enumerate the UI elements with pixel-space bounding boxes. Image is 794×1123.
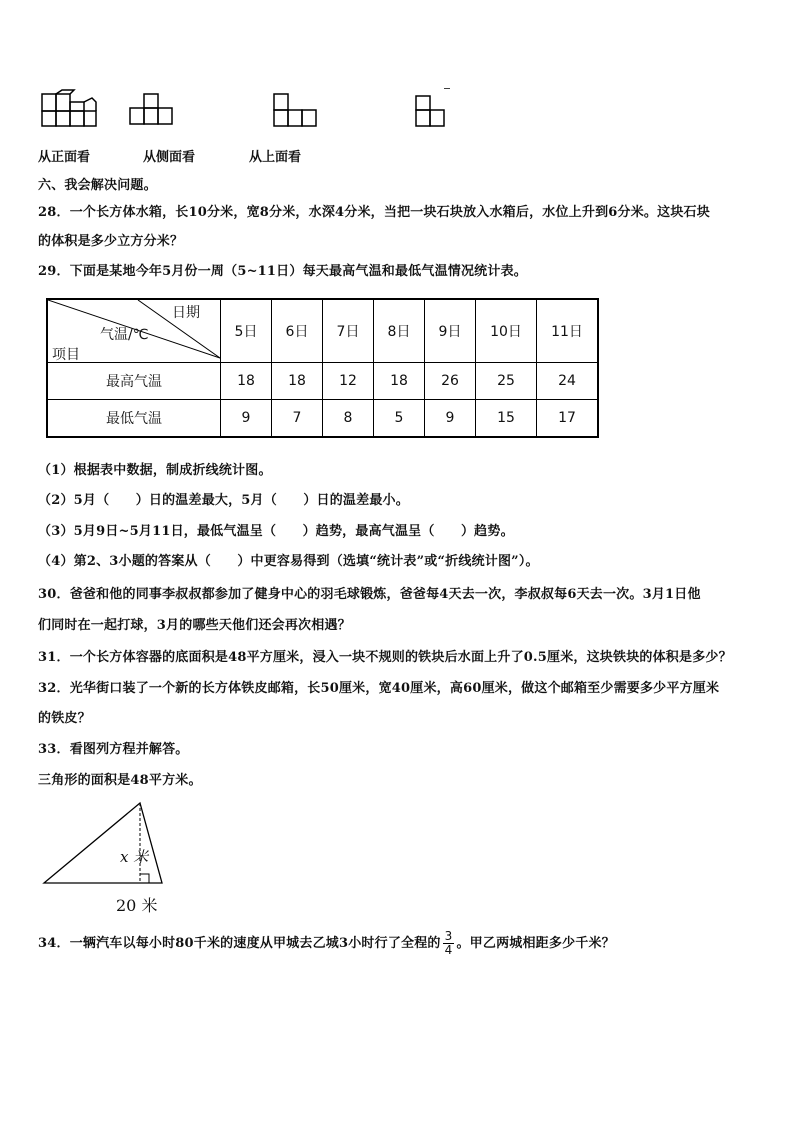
q29-sub2: （2）5月（ ）日的温差最大，5月（ ）日的温差最小。 bbox=[38, 493, 409, 508]
q34-text bbox=[38, 930, 615, 957]
top-view-label: 从上面看 bbox=[249, 150, 302, 165]
q29-sub3: （3）5月9日~5月11日，最低气温呈（ ）趋势，最高气温呈（ ）趋势。 bbox=[38, 524, 514, 539]
q30-line1: 30．爸爸和他的同事李叔叔都参加了健身中心的羽毛球锻炼，爸爸每4天去一次，李叔叔每6天去一次。3月1日他 bbox=[38, 587, 701, 602]
table-cell: 9 bbox=[221, 400, 272, 438]
table-row bbox=[47, 363, 598, 400]
q34-after: 。甲乙两城相距多少千米？ bbox=[456, 936, 615, 951]
q30-line2: 们同时在一起打球，3月的哪些天他们还会再次相遇？ bbox=[38, 618, 351, 633]
q33-text: 三角形的面积是48平方米。 bbox=[38, 773, 202, 788]
extra-view-figure bbox=[416, 88, 450, 126]
corner-date-label: 日期 bbox=[172, 305, 200, 321]
q29-sub4: （4）第2、3小题的答案从（ ）中更容易得到（选填“统计表”或“折线统计图”）。 bbox=[38, 554, 539, 569]
q29-sub1: （1）根据表中数据，制成折线统计图。 bbox=[38, 463, 272, 478]
table-cell: 26 bbox=[425, 363, 476, 400]
triangle-base-label: 20 米 bbox=[116, 896, 158, 915]
table-cell: 18 bbox=[221, 363, 272, 400]
table-cell: 15 bbox=[476, 400, 537, 438]
table-cell: 12 bbox=[323, 363, 374, 400]
side-view-label: 从侧面看 bbox=[143, 150, 196, 165]
table-cell: 25 bbox=[476, 363, 537, 400]
front-view-label: 从正面看 bbox=[38, 150, 91, 165]
table-cell: 18 bbox=[374, 363, 425, 400]
q28-line2: 的体积是多少立方分米？ bbox=[38, 234, 184, 249]
day-header: 10日 bbox=[476, 299, 537, 363]
table-cell: 7 bbox=[272, 400, 323, 438]
day-header: 6日 bbox=[272, 299, 323, 363]
temperature-table bbox=[46, 298, 599, 438]
q32-line1: 32．光华街口装了一个新的长方体铁皮邮箱，长50厘米，宽40厘米，高60厘米，做这个邮箱至少需要多少平方厘米 bbox=[38, 681, 720, 696]
fraction-numerator: 3 bbox=[444, 929, 453, 943]
fraction-three-quarters bbox=[443, 930, 455, 957]
q33-title: 33．看图列方程并解答。 bbox=[38, 742, 189, 757]
row-label-min: 最低气温 bbox=[47, 400, 221, 438]
table-cell: 5 bbox=[374, 400, 425, 438]
side-view-figure bbox=[130, 94, 172, 124]
table-row bbox=[47, 400, 598, 438]
section-six-heading: 六、我会解决问题。 bbox=[38, 178, 157, 193]
triangle-height-label: x 米 bbox=[120, 848, 149, 866]
q32-line2: 的铁皮？ bbox=[38, 711, 91, 726]
table-corner-cell bbox=[47, 299, 221, 363]
fraction-denominator: 4 bbox=[444, 943, 453, 957]
three-view-figures bbox=[36, 88, 496, 128]
row-label-max: 最高气温 bbox=[47, 363, 221, 400]
corner-temp-label: 气温/℃ bbox=[100, 327, 149, 343]
corner-item-label: 项目 bbox=[52, 347, 80, 363]
table-cell: 18 bbox=[272, 363, 323, 400]
day-header: 11日 bbox=[537, 299, 599, 363]
table-cell: 8 bbox=[323, 400, 374, 438]
day-header: 8日 bbox=[374, 299, 425, 363]
triangle-figure bbox=[40, 800, 180, 886]
table-cell: 9 bbox=[425, 400, 476, 438]
q29-intro: 29．下面是某地今年5月份一周（5~11日）每天最高气温和最低气温情况统计表。 bbox=[38, 264, 527, 279]
q31-text: 31．一个长方体容器的底面积是48平方厘米，浸入一块不规则的铁块后水面上升了0.5厘米，这块铁块的体积是多少？ bbox=[38, 650, 732, 665]
day-header: 5日 bbox=[221, 299, 272, 363]
q34-before: 34．一辆汽车以每小时80千米的速度从甲城去乙城3小时行了全程的 bbox=[38, 936, 441, 951]
day-header: 9日 bbox=[425, 299, 476, 363]
q28-line1: 28．一个长方体水箱，长10分米，宽8分米，水深4分米，当把一块石块放入水箱后，水位上升到6分米。这块石块 bbox=[38, 205, 710, 220]
top-view-figure bbox=[274, 94, 316, 126]
table-cell: 17 bbox=[537, 400, 599, 438]
front-view-figure bbox=[42, 90, 96, 126]
day-header: 7日 bbox=[323, 299, 374, 363]
table-cell: 24 bbox=[537, 363, 599, 400]
